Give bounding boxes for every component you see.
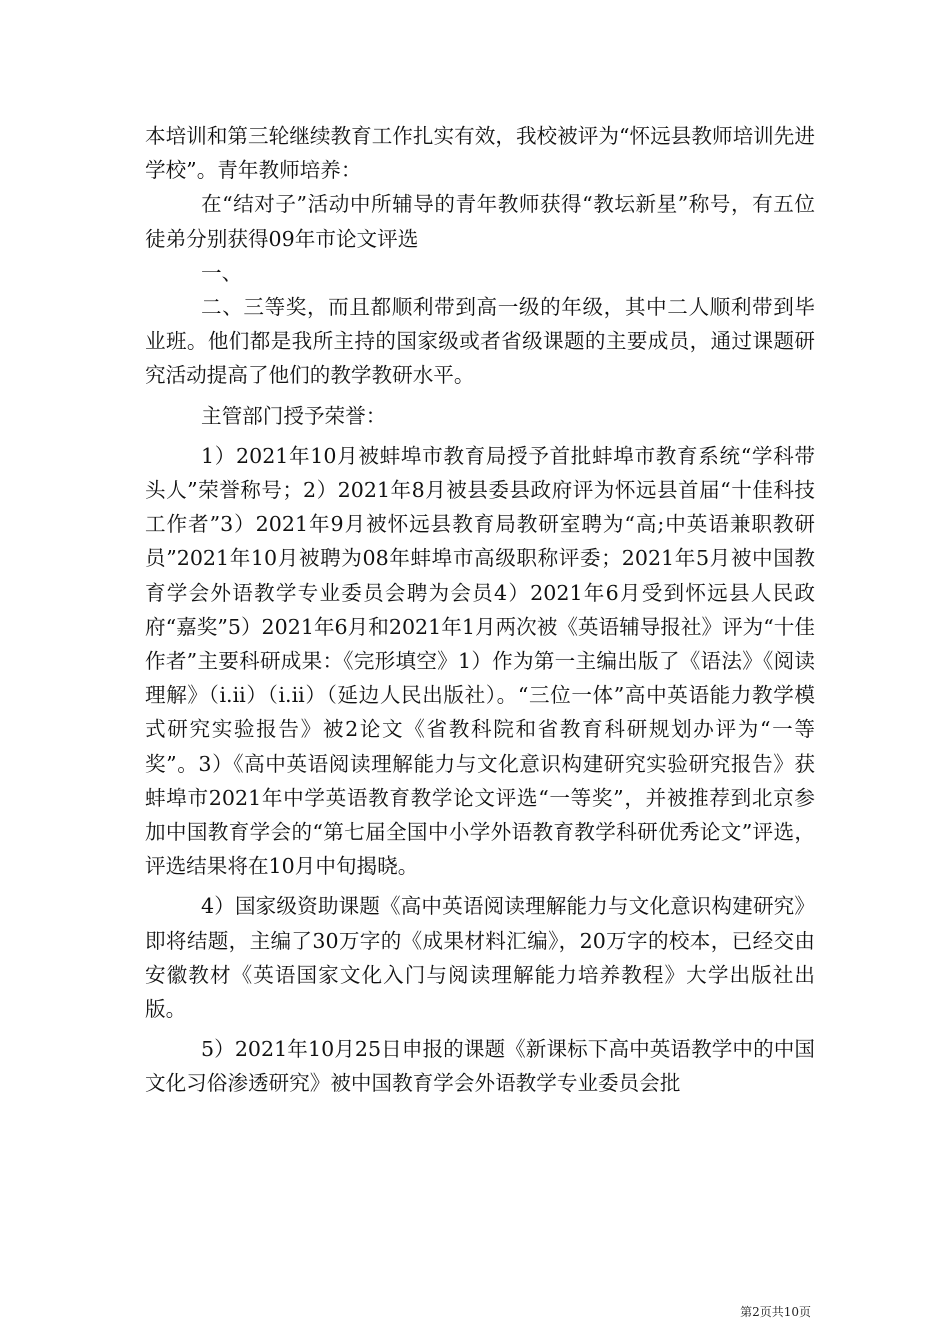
paragraph-1: 本培训和第三轮继续教育工作扎实有效，我校被评为“怀远县教师培训先进学校”。青年教师培养：	[145, 124, 815, 183]
paragraph-5: 主管部门授予荣誉：	[201, 403, 387, 428]
paragraph-3: 一、	[201, 260, 243, 285]
document-body	[145, 119, 815, 1101]
paragraph-2: 在“结对子”活动中所辅导的青年教师获得“教坛新星”称号，有五位徒弟分别获得09年市论文评选	[145, 192, 815, 251]
page-number: 第2页共10页	[740, 1305, 811, 1319]
paragraph-8: 5）2021年10月25日申报的课题《新课标下高中英语教学中的中国文化习俗渗透研究》被中国教育学会外语教学专业委员会批	[145, 1037, 815, 1096]
paragraph-7: 4）国家级资助课题《高中英语阅读理解能力与文化意识构建研究》即将结题，主编了30万字的《成果材料汇编》，20万字的校本，已经交由安徽教材《英语国家文化入门与阅读理解能力培养教程》大学出版社出版。	[145, 894, 815, 1022]
paragraph-6: 1）2021年10月被蚌埠市教育局授予首批蚌埠市教育系统“学科带头人”荣誉称号；2）2021年8月被县委县政府评为怀远县首届“十佳科技工作者”3）2021年9月被怀远县教育局教研室聘为“高;中英语兼职教研员”2021年10月被聘为08年蚌埠市高级职称评委；2021年5月被中国教育学会外语教学专业委员会聘为会员4）2021年6月受到怀远县人民政府“嘉奖”5）2021年6月和2021年1月两次被《英语辅导报社》评为“十佳作者”主要科研成果：《完形填空》1）作为第一主编出版了《语法》《阅读理解》（i.ii）（i.ii）（延边人民出版社）。“三位一体”高中英语能力教学模式研究实验报告》被2论文《省教科院和省教育科研规划办评为“一等奖”。3）《高中英语阅读理解能力与文化意识构建研究实验研究报告》获蚌埠市2021年中学英语教育教学论文评选“一等奖”，并被推荐到北京参加中国教育学会的“第七届全国中小学外语教育教学科研优秀论文”评选，评选结果将在10月中旬揭晓。	[145, 443, 815, 879]
paragraph-4: 二、三等奖，而且都顺利带到高一级的年级，其中二人顺利带到毕业班。他们都是我所主持的国家级或者省级课题的主要成员，通过课题研究活动提高了他们的教学教研水平。	[145, 295, 815, 388]
